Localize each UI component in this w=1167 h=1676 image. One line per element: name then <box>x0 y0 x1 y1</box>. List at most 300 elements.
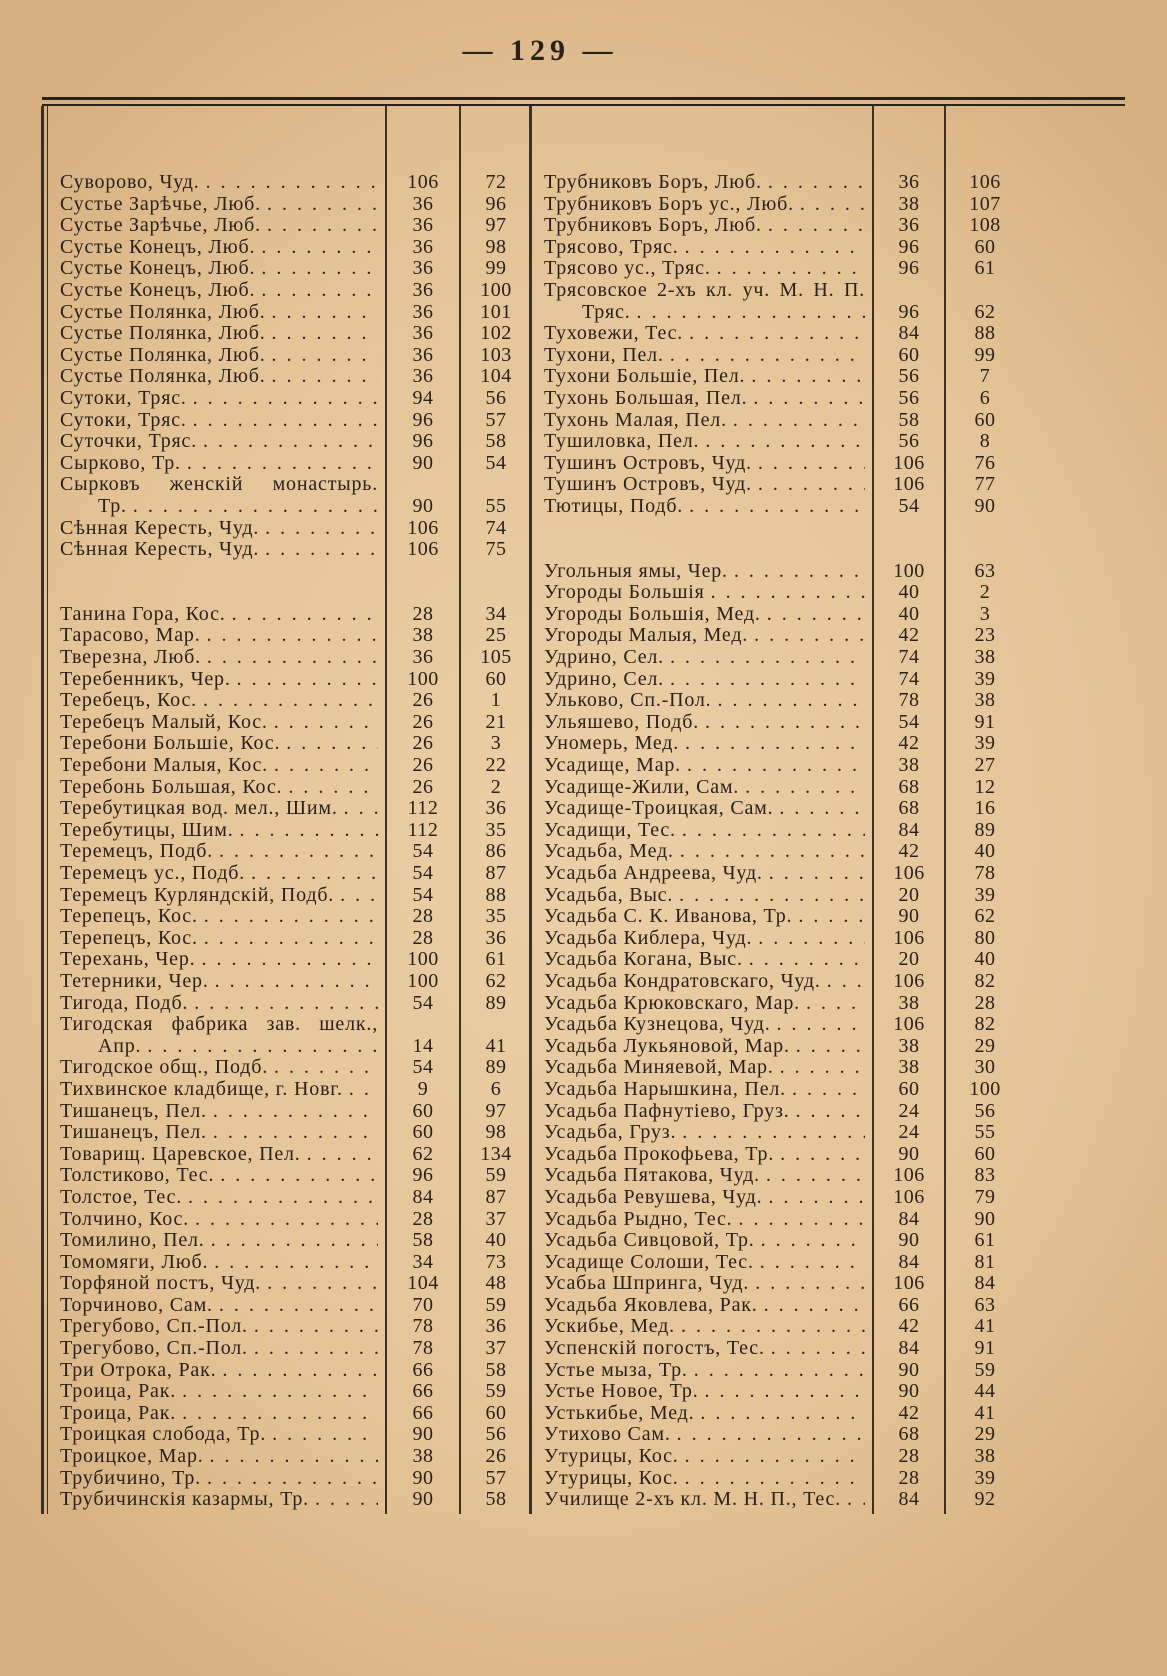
dot-leader <box>687 755 865 777</box>
dot-leader <box>733 410 865 432</box>
entry-name: Сѣнная Кересть, Чуд. <box>60 517 260 539</box>
entry-name-line <box>544 993 865 1015</box>
entry-name: Усадьба Миняевой, Мар. <box>544 1057 774 1079</box>
entry-name-line <box>544 1316 865 1338</box>
dot-leader <box>717 690 865 712</box>
entry-name-line <box>544 280 865 302</box>
index-entry <box>42 323 532 345</box>
dot-leader <box>758 474 865 496</box>
entry-name-cell <box>42 518 386 540</box>
entry-name-line <box>60 194 378 216</box>
entry-name-line <box>60 1424 378 1446</box>
entry-first-number: 106 <box>893 1013 925 1036</box>
entry-name: Усадьба, Выс. <box>544 884 674 906</box>
dot-leader <box>768 172 865 194</box>
index-entry <box>42 820 532 842</box>
dot-leader <box>188 1187 378 1209</box>
entry-second-number: 87 <box>485 1185 507 1208</box>
index-entry <box>42 669 532 691</box>
entry-name: Усадьба Яковлева, Рак. <box>544 1294 758 1316</box>
entry-name-line <box>60 928 378 950</box>
entry-first-number: 36 <box>898 171 920 193</box>
entry-name: Ульково, Сп.-Пол. <box>544 690 712 712</box>
entry-second-number: 38 <box>974 646 996 669</box>
entry-name-line <box>60 474 378 496</box>
index-entry <box>532 496 1025 518</box>
entry-second-number: 108 <box>969 214 1001 237</box>
dot-leader <box>771 1338 865 1360</box>
entry-name-line <box>60 1144 378 1166</box>
entry-name: Тухонь Малая, Пел. <box>544 409 727 431</box>
entry-name: Теремецъ ус., Подб. <box>60 863 246 884</box>
entry-second-number: 27 <box>974 754 996 777</box>
entry-first-number: 36 <box>412 322 434 345</box>
dot-leader <box>796 1036 865 1058</box>
entry-name-cell <box>532 280 873 323</box>
entry-second-number: 89 <box>485 991 507 1014</box>
entry-first-number: 84 <box>898 1337 920 1360</box>
entry-name-cell <box>532 258 873 280</box>
entry-name-line <box>544 323 865 345</box>
entry-name: Теремецъ Курляндскій, Подб. <box>60 884 335 906</box>
entry-name: Угороды Большія, Мед. <box>544 603 761 625</box>
index-entry <box>42 1144 532 1166</box>
entry-first-number: 104 <box>407 1272 439 1295</box>
entry-name: Томилино, Пел. <box>60 1230 205 1252</box>
entry-name-line <box>544 1187 865 1209</box>
dot-leader <box>201 949 378 971</box>
entry-name-line <box>60 1381 378 1403</box>
entry-name: Усадьба Ревушева, Чуд. <box>544 1186 763 1208</box>
dot-leader <box>272 1424 378 1446</box>
dot-leader <box>267 194 378 216</box>
entry-first-number: 54 <box>412 1056 434 1079</box>
dot-leader <box>754 625 865 647</box>
entry-second-number: 58 <box>485 1358 507 1381</box>
index-entry <box>42 258 532 280</box>
index-entry <box>42 1446 532 1468</box>
entry-first-number: 56 <box>898 365 920 388</box>
entry-second-number: 59 <box>485 1293 507 1316</box>
entry-first-number: 26 <box>412 732 434 755</box>
entry-name-cell <box>42 1101 386 1123</box>
entry-name-cell <box>42 1014 386 1057</box>
entry-name-line <box>544 496 865 518</box>
entry-second-number: 60 <box>974 1142 996 1165</box>
entry-name-cell <box>532 1079 873 1101</box>
entry-name-cell <box>532 1187 873 1209</box>
entry-first-number: 26 <box>412 754 434 777</box>
dot-leader <box>220 1165 378 1187</box>
entry-name-cell <box>532 323 873 345</box>
entry-name-cell <box>532 1316 873 1338</box>
dot-leader <box>272 345 379 367</box>
dot-leader <box>307 1144 378 1166</box>
index-entry <box>42 733 532 755</box>
dot-leader <box>340 885 378 907</box>
entry-name-line <box>60 1079 378 1101</box>
entry-name: Тигодская фабрика зав. шелк., <box>60 1014 378 1036</box>
entry-name-continuation: Апр. <box>98 1034 142 1057</box>
dot-leader <box>689 323 865 345</box>
dot-leader <box>210 1446 378 1468</box>
entry-second-number: 29 <box>974 1423 996 1446</box>
entry-name: Танина Гора, Кос. <box>60 603 226 625</box>
entry-name-cell <box>42 1252 386 1274</box>
entry-name-cell <box>42 1230 386 1252</box>
header-rule-thick <box>42 97 1125 100</box>
entry-name: Усадище-Троицкая, Сам. <box>544 798 774 820</box>
index-entry <box>42 1273 532 1295</box>
entry-name: Усадьба Кузнецова, Чуд. <box>544 1014 771 1036</box>
entry-second-number: 105 <box>480 646 512 669</box>
entry-name-cell <box>532 496 873 518</box>
entry-first-number: 40 <box>898 581 920 604</box>
entry-name: Сустье Зарѣчье, Люб. <box>60 215 261 237</box>
entry-name: Утихово Сам. <box>544 1424 671 1446</box>
index-entry <box>532 777 1025 799</box>
entry-first-number: 70 <box>412 1293 434 1316</box>
entry-second-number: 88 <box>485 883 507 906</box>
entry-name: Теребецъ, Кос. <box>60 690 197 712</box>
dot-leader <box>777 1014 866 1036</box>
entry-name-cell <box>42 539 386 561</box>
dot-leader <box>213 1101 378 1123</box>
entry-first-number: 90 <box>412 1423 434 1446</box>
entry-name: Тухони Большіе, Пел. <box>544 366 746 388</box>
entry-second-number: 59 <box>485 1380 507 1403</box>
index-entry <box>532 755 1025 777</box>
entry-name-line <box>544 1036 865 1058</box>
index-entry <box>42 690 532 712</box>
index-entry <box>532 366 1025 388</box>
entry-first-number: 68 <box>898 1423 920 1446</box>
entry-first-number: 20 <box>898 948 920 971</box>
index-entry <box>42 453 532 475</box>
entry-second-number: 48 <box>485 1272 507 1295</box>
dot-leader <box>203 431 378 453</box>
entry-second-number: 61 <box>974 1229 996 1252</box>
index-entry <box>532 993 1025 1015</box>
dot-leader <box>254 1338 378 1360</box>
entry-second-number: 106 <box>969 171 1001 193</box>
entry-name-line <box>60 366 378 388</box>
index-entry <box>532 1101 1025 1123</box>
entry-first-number: 36 <box>412 343 434 366</box>
dot-leader <box>689 496 865 518</box>
entry-name-line <box>544 582 865 604</box>
entry-name-line <box>544 410 865 432</box>
entry-name-cell <box>42 1144 386 1166</box>
index-entry <box>532 885 1025 907</box>
dot-leader <box>272 323 379 345</box>
entry-name-cell <box>42 669 386 691</box>
entry-name-cell <box>532 345 873 367</box>
entry-name: Сустье Полянка, Люб. <box>60 301 266 323</box>
entry-second-number: 55 <box>485 494 507 517</box>
entry-name-cell <box>42 280 386 302</box>
entry-name-cell <box>532 237 873 259</box>
index-entry <box>532 194 1025 216</box>
entry-second-number: 35 <box>485 818 507 841</box>
entry-second-number: 83 <box>974 1164 996 1187</box>
entry-name-line <box>60 690 378 712</box>
entry-name-line <box>60 215 378 237</box>
index-entry <box>42 280 532 302</box>
entry-second-number: 44 <box>974 1380 996 1403</box>
entry-name: Усадьба Крюковскаго, Мар. <box>544 992 800 1014</box>
entry-first-number: 24 <box>898 1099 920 1122</box>
index-entry <box>42 647 532 669</box>
entry-second-number: 6 <box>979 386 991 409</box>
entry-name: Теребутицы, Шим. <box>60 819 234 841</box>
entry-second-number: 104 <box>480 365 512 388</box>
entry-name-line <box>544 777 865 799</box>
entry-second-number: 37 <box>485 1337 507 1360</box>
entry-name-cell <box>532 712 873 734</box>
entry-second-number: 41 <box>974 1401 996 1424</box>
entry-name-cell <box>532 798 873 820</box>
entry-name: Сѣнная Кересть, Чуд. <box>60 539 260 561</box>
index-entry <box>42 625 532 647</box>
entry-name-line <box>544 1381 865 1403</box>
index-entry <box>532 453 1025 475</box>
entry-first-number: 42 <box>898 840 920 863</box>
index-entry <box>532 1187 1025 1209</box>
entry-name: Трясовское 2-хъ кл. уч. М. Н. П. <box>544 279 865 301</box>
entry-first-number: 28 <box>898 1445 920 1468</box>
entry-second-number: 28 <box>974 991 996 1014</box>
index-entry <box>42 366 532 388</box>
entry-name-cell <box>532 841 873 863</box>
entry-second-number: 36 <box>485 1315 507 1338</box>
index-entry <box>42 1165 532 1187</box>
entry-name: Сутоки, Тряс. <box>60 409 187 431</box>
entry-first-number: 14 <box>412 1034 434 1057</box>
entry-first-number: 78 <box>898 689 920 712</box>
entry-name-cell <box>42 625 386 647</box>
entry-name-cell <box>532 949 873 971</box>
index-entry <box>42 841 532 863</box>
entry-name-cell <box>42 755 386 777</box>
dot-leader <box>187 453 378 475</box>
entry-first-number: 40 <box>898 602 920 625</box>
entry-name-line <box>544 1489 865 1511</box>
index-entry <box>532 1468 1025 1490</box>
dot-leader <box>213 1122 378 1144</box>
index-entry <box>532 647 1025 669</box>
index-entry <box>42 1122 532 1144</box>
entry-second-number: 97 <box>485 1099 507 1122</box>
entry-name: Усадьба Пятакова, Чуд. <box>544 1165 760 1187</box>
entry-name-line <box>60 1273 378 1295</box>
index-entry <box>532 388 1025 410</box>
entry-name: Ускибье, Мед. <box>544 1316 675 1338</box>
entry-name-line <box>60 258 378 280</box>
entry-second-number: 25 <box>485 624 507 647</box>
index-entry <box>42 1403 532 1425</box>
entry-first-number: 66 <box>898 1293 920 1316</box>
index-entry <box>42 302 532 324</box>
entry-first-number: 96 <box>898 300 920 323</box>
entry-second-number: 99 <box>974 343 996 366</box>
dot-leader <box>768 215 865 237</box>
index-entry <box>532 1014 1025 1036</box>
index-entry <box>532 1144 1025 1166</box>
entry-second-number: 98 <box>485 235 507 258</box>
entry-first-number: 62 <box>412 1142 434 1165</box>
entry-name: Сустье Полянка, Люб. <box>60 323 266 345</box>
entry-second-number: 90 <box>974 1207 996 1230</box>
entry-name-line <box>60 172 378 194</box>
index-entry <box>532 669 1025 691</box>
entry-name: Тютицы, Подб. <box>544 495 684 517</box>
index-entry <box>42 345 532 367</box>
dot-leader <box>274 1057 378 1079</box>
index-entry <box>42 906 532 928</box>
index-entry <box>532 1360 1025 1382</box>
dot-leader <box>780 1057 865 1079</box>
entry-name: Товарищ. Царевское, Пел. <box>60 1143 301 1165</box>
entry-first-number: 56 <box>898 386 920 409</box>
index-entry <box>532 1273 1025 1295</box>
entry-name-cell <box>532 582 873 604</box>
entry-first-number: 38 <box>898 754 920 777</box>
index-entry <box>532 1252 1025 1274</box>
entry-second-number: 87 <box>485 862 507 884</box>
entry-name-cell <box>42 971 386 993</box>
entry-second-number: 88 <box>974 322 996 345</box>
entry-name: Толстое, Тес. <box>60 1186 183 1208</box>
entry-name-line <box>60 1295 378 1317</box>
dot-leader <box>193 410 378 432</box>
entry-second-number: 56 <box>974 1099 996 1122</box>
entry-first-number: 36 <box>412 235 434 258</box>
entry-second-number: 81 <box>974 1250 996 1273</box>
entry-name: Тигодское общ., Подб. <box>60 1057 269 1079</box>
entry-name: Теребони Малыя, Кос. <box>60 755 268 777</box>
dot-leader <box>682 820 865 842</box>
entry-name: Усадьба, Груз. <box>544 1122 677 1144</box>
dot-leader <box>274 755 378 777</box>
index-entry <box>532 1338 1025 1360</box>
entry-second-number: 2 <box>979 581 991 604</box>
entry-name-cell <box>532 733 873 755</box>
dot-leader <box>219 841 378 863</box>
entry-second-number: 59 <box>485 1164 507 1187</box>
entry-name: Тихвинское кладбище, г. Новг. <box>60 1078 343 1100</box>
entry-name-cell <box>42 431 386 453</box>
entry-second-number: 60 <box>485 1401 507 1424</box>
entry-name-cell <box>532 1381 873 1403</box>
entry-name-line <box>60 755 378 777</box>
entry-name: Сустье Конецъ, Люб. <box>60 236 256 258</box>
dot-leader <box>779 798 865 820</box>
dot-leader <box>265 518 378 540</box>
entry-name-line <box>60 1209 378 1231</box>
entry-name-line <box>60 345 378 367</box>
entry-first-number: 106 <box>893 451 925 474</box>
dot-leader <box>215 971 378 993</box>
entry-second-number: 56 <box>485 1423 507 1446</box>
dot-leader <box>751 366 865 388</box>
entry-first-number: 9 <box>417 1077 429 1100</box>
index-entry <box>532 280 1025 323</box>
entry-name: Усадьба Кондратовскаго, Чуд. <box>544 970 821 992</box>
entry-name: Усадьба Рыдно, Тес. <box>544 1208 733 1230</box>
entry-first-number: 28 <box>412 602 434 625</box>
entry-name: Толстиково, Тес. <box>60 1165 215 1187</box>
entry-name-cell <box>42 733 386 755</box>
entry-first-number: 36 <box>898 214 920 237</box>
dot-leader <box>780 1144 865 1166</box>
entry-first-number: 90 <box>412 1488 434 1511</box>
index-entry <box>42 1187 532 1209</box>
entry-name: Томомяги, Люб. <box>60 1251 209 1273</box>
entry-name-line <box>544 1014 865 1036</box>
entry-name-cell <box>42 647 386 669</box>
entry-name-cell <box>42 366 386 388</box>
entry-name: Трубниковъ Боръ, Люб. <box>544 172 762 193</box>
entry-first-number: 26 <box>412 710 434 733</box>
index-entry <box>532 625 1025 647</box>
entry-name-cell <box>42 1079 386 1101</box>
entry-name-line <box>60 863 378 885</box>
dot-leader <box>637 302 865 324</box>
entry-name-cell <box>532 993 873 1015</box>
entry-second-number: 58 <box>485 1488 507 1511</box>
entry-name-cell <box>532 388 873 410</box>
dot-leader <box>267 1273 378 1295</box>
entry-second-number: 82 <box>974 1013 996 1036</box>
entry-second-number: 79 <box>974 1185 996 1208</box>
entry-name: Сутоки, Тряс. <box>60 387 187 409</box>
entry-name-line <box>544 1101 865 1123</box>
entry-name: Усадьба Лукьяновой, Мар. <box>544 1035 790 1057</box>
entry-name: Сустье Зарѣчье, Люб. <box>60 193 261 215</box>
entry-first-number: 54 <box>412 991 434 1014</box>
entry-first-number: 84 <box>898 1488 920 1511</box>
index-entry <box>42 1360 532 1382</box>
entry-second-number: 36 <box>485 797 507 820</box>
entry-name-line <box>544 863 865 885</box>
dot-leader <box>261 237 378 259</box>
entry-first-number: 36 <box>412 300 434 323</box>
entry-name-cell <box>42 1489 386 1511</box>
dot-leader <box>251 863 378 885</box>
entry-second-number: 39 <box>974 732 996 755</box>
entry-name-cell <box>42 453 386 475</box>
index-entry <box>532 1489 1025 1511</box>
entry-name-line <box>544 194 865 216</box>
entry-name: Торфяной постъ, Чуд. <box>60 1273 262 1295</box>
index-entry <box>42 474 532 517</box>
entry-second-number: 60 <box>974 408 996 431</box>
entry-second-number: 54 <box>485 451 507 474</box>
entry-name-cell <box>532 366 873 388</box>
entry-name: Успенскій погостъ, Тес. <box>544 1338 765 1360</box>
index-entry <box>532 431 1025 453</box>
entry-name-cell <box>42 388 386 410</box>
entry-name-line <box>60 1252 378 1274</box>
index-entry <box>532 820 1025 842</box>
entry-name-line <box>544 949 865 971</box>
index-entry <box>42 194 532 216</box>
entry-second-number: 62 <box>974 905 996 928</box>
entry-name-cell <box>532 625 873 647</box>
entry-name-cell <box>532 1468 873 1490</box>
index-entry <box>532 798 1025 820</box>
